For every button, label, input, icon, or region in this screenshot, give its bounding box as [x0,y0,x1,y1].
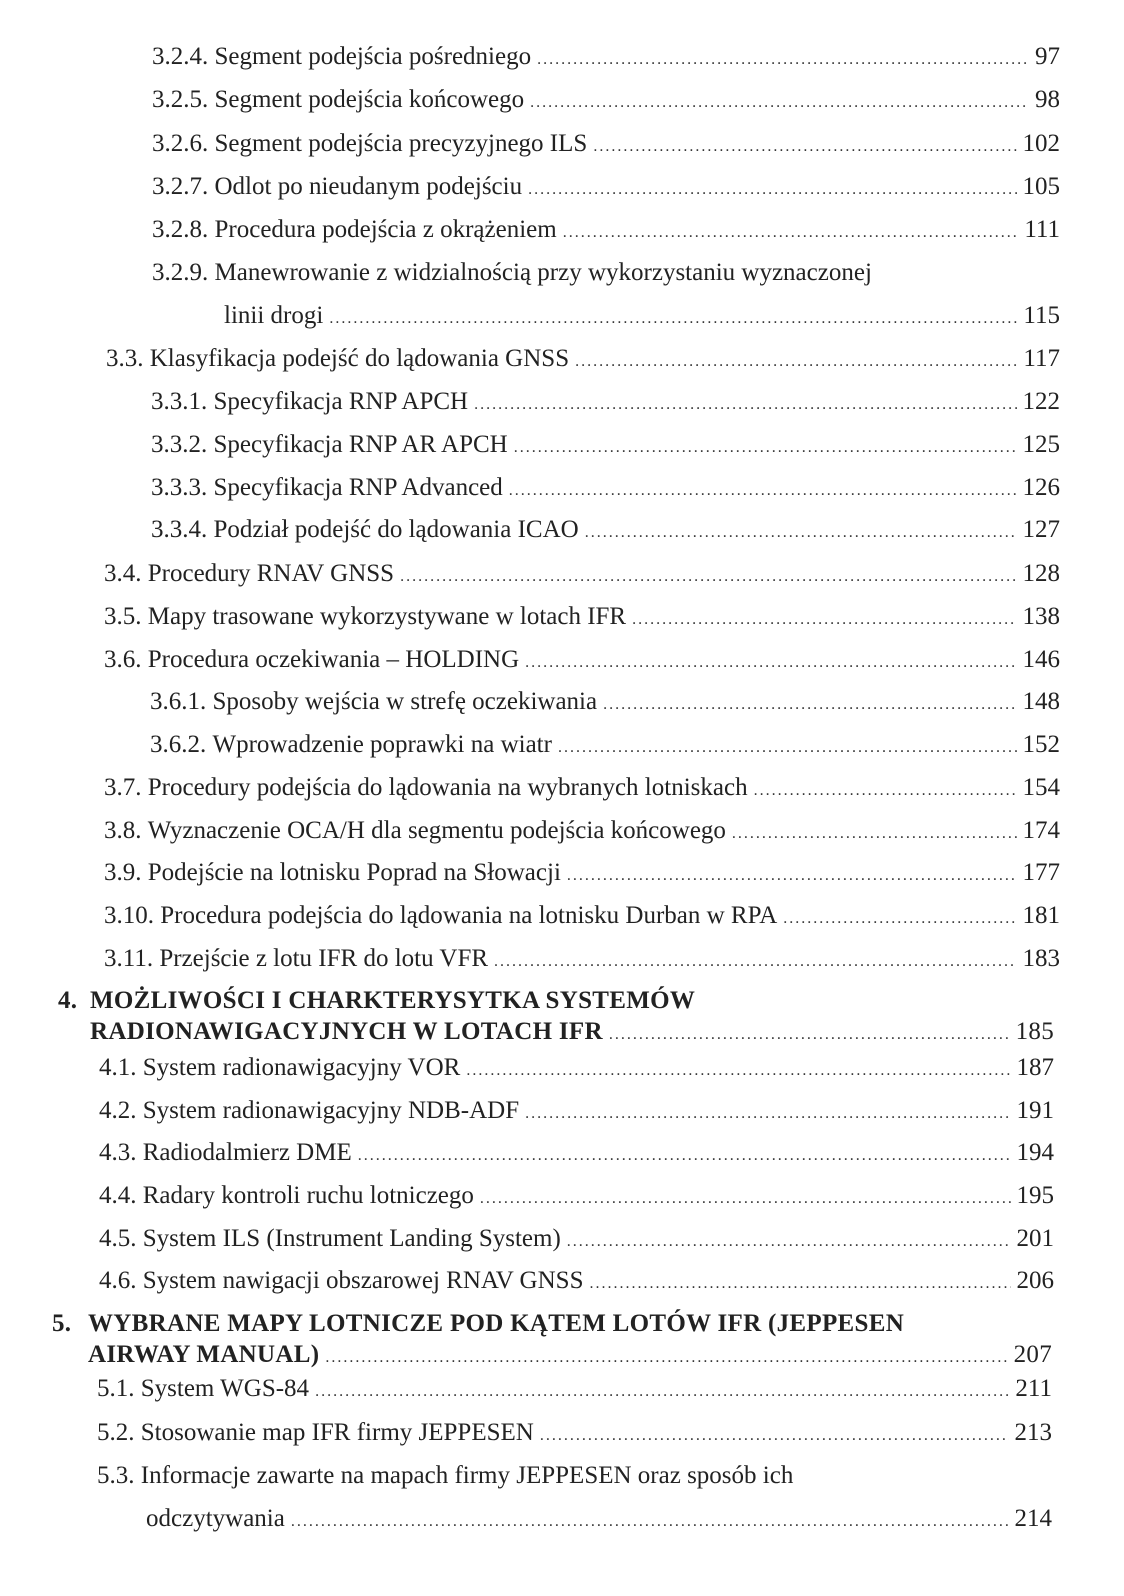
chapter-number: 4. [58,987,78,1014]
toc-entry [104,816,1060,849]
entry-page: 154 [1022,774,1060,801]
dot-leader [329,304,1017,334]
entry-number: 3.6.1. [150,688,207,715]
chapter-title-continuation: RADIONAWIGACYJNYCH W LOTACH IFR [90,1018,603,1045]
entry-number: 3.11. [104,945,154,972]
entry-page: 125 [1022,431,1060,458]
entry-page: 214 [1014,1505,1052,1532]
chapter-number: 5. [52,1310,72,1337]
entry-title: Procedura podejścia do lądowania na lotnisku Durban w RPA [160,902,778,929]
entry-number: 3.2.9. [152,259,209,286]
dot-leader [567,861,1017,891]
entry-title: Stosowanie map IFR firmy JEPPESEN [140,1419,534,1446]
entry-page: 98 [1035,86,1060,113]
entry-page: 213 [1014,1419,1052,1446]
entry-number: 4.6. [99,1267,137,1294]
entry-title: Sposoby wejścia w strefę oczekiwania [212,688,598,715]
toc-entry [99,1138,1054,1171]
entry-number: 3.3. [106,345,144,372]
entry-page: 152 [1022,731,1060,758]
entry-title-continuation: linii drogi [224,302,324,329]
entry-page: 177 [1022,859,1060,886]
chapter-page: 185 [1015,1018,1054,1045]
entry-title: System radionawigacyjny VOR [142,1054,461,1081]
dot-leader [754,776,1017,806]
toc-entry [150,687,1060,720]
entry-title: System radionawigacyjny NDB-ADF [142,1097,520,1124]
entry-page: 181 [1022,902,1060,929]
dot-leader [494,947,1016,977]
chapter-title: MOŻLIWOŚCI I CHARKTERYSYTKA SYSTEMÓW [90,987,696,1014]
toc-entry [152,42,1060,75]
dot-leader [732,819,1017,849]
entry-title: Przejście z lotu IFR do lotu VFR [159,945,489,972]
toc-entry [104,645,1060,678]
toc-entry [99,1266,1054,1299]
entry-page: 122 [1022,388,1060,415]
toc-entry [152,85,1060,118]
entry-page: 191 [1016,1097,1054,1124]
entry-title: Informacje zawarte na mapach firmy JEPPESEN oraz sposób ich [140,1462,794,1489]
entry-number: 3.9. [104,859,142,886]
entry-title: Podział podejść do lądowania ICAO [213,516,579,543]
entry-number: 5.2. [97,1419,135,1446]
entry-title: Procedury RNAV GNSS [147,560,395,587]
toc-entry [104,944,1060,977]
entry-title: Procedura oczekiwania – HOLDING [147,646,520,673]
dot-leader [603,690,1016,720]
entry-page: 117 [1023,345,1060,372]
entry-page: 195 [1016,1182,1054,1209]
entry-title: Wprowadzenie poprawki na wiatr [212,731,552,758]
entry-page: 115 [1023,302,1060,329]
toc-entry [152,172,1060,205]
entry-number: 5.1. [97,1375,135,1402]
entry-number: 3.7. [104,774,142,801]
toc-entry [151,387,1060,420]
entry-title: Podejście na lotnisku Poprad na Słowacji [147,859,561,886]
entry-title: Procedury podejścia do lądowania na wybranych lotniskach [147,774,748,801]
entry-number: 3.3.2. [151,431,208,458]
entry-number: 3.2.4. [152,43,209,70]
dot-leader [530,88,1029,118]
entry-number: 3.2.8. [152,216,209,243]
entry-page: 211 [1015,1375,1052,1402]
toc-chapter [58,986,1054,1050]
dot-leader [525,648,1016,678]
toc-entry [152,258,1060,334]
entry-number: 3.8. [104,817,142,844]
toc-entry [97,1461,1052,1537]
toc-entry [97,1418,1052,1451]
entry-number: 4.1. [99,1054,137,1081]
dot-leader [358,1141,1011,1171]
toc-entry [99,1096,1054,1129]
entry-title: Segment podejścia pośredniego [214,43,532,70]
dot-leader [575,347,1017,377]
dot-leader [558,733,1017,763]
entry-title: Procedura podejścia z okrążeniem [214,216,557,243]
dot-leader [291,1507,1009,1537]
dot-leader [632,605,1016,635]
dot-leader [563,218,1019,248]
dot-leader [589,1269,1010,1299]
dot-leader [480,1184,1011,1214]
entry-number: 4.2. [99,1097,137,1124]
entry-title: Klasyfikacja podejść do lądowania GNSS [149,345,570,372]
entry-number: 4.5. [99,1225,137,1252]
entry-title: Specyfikacja RNP AR APCH [213,431,508,458]
entry-number: 3.2.7. [152,173,209,200]
dot-leader [315,1377,1009,1407]
dot-leader [525,1099,1010,1129]
dot-leader [325,1343,1007,1373]
entry-number: 4.4. [99,1182,137,1209]
toc-entry [104,559,1060,592]
dot-leader [474,390,1016,420]
entry-page: 127 [1022,516,1060,543]
entry-title: Mapy trasowane wykorzystywane w lotach IFR [147,603,627,630]
chapter-title: WYBRANE MAPY LOTNICZE POD KĄTEM LOTÓW IFR (JEPPESEN [88,1310,905,1337]
entry-number: 3.4. [104,560,142,587]
entry-number: 3.6.2. [150,731,207,758]
toc-entry [104,773,1060,806]
dot-leader [567,1227,1011,1257]
entry-page: 111 [1024,216,1060,243]
entry-number: 3.2.5. [152,86,209,113]
toc-entry [104,858,1060,891]
toc-chapter [52,1309,1052,1373]
toc-entry [151,473,1060,506]
entry-page: 146 [1022,646,1060,673]
entry-title: System WGS-84 [140,1375,310,1402]
entry-number: 3.5. [104,603,142,630]
entry-title: System nawigacji obszarowej RNAV GNSS [142,1267,584,1294]
dot-leader [783,904,1016,934]
entry-title: Radiodalmierz DME [142,1139,352,1166]
entry-title: Segment podejścia precyzyjnego ILS [214,130,588,157]
entry-title: Manewrowanie z widzialnością przy wykorzystaniu wyznaczonej [214,259,872,286]
entry-number: 3.10. [104,902,154,929]
entry-title: System ILS (Instrument Landing System) [142,1225,561,1252]
entry-number: 3.6. [104,646,142,673]
entry-number: 3.3.3. [151,474,208,501]
entry-page: 183 [1022,945,1060,972]
entry-page: 138 [1022,603,1060,630]
entry-title: Odlot po nieudanym podejściu [214,173,523,200]
dot-leader [509,476,1017,506]
dot-leader [593,132,1016,162]
entry-title: Specyfikacja RNP Advanced [213,474,503,501]
toc-entry [152,129,1060,162]
toc-entry [99,1224,1054,1257]
entry-page: 97 [1035,43,1060,70]
entry-page: 128 [1022,560,1060,587]
entry-number: 3.2.6. [152,130,209,157]
toc-entry [152,215,1060,248]
toc-entry [104,602,1060,635]
dot-leader [528,175,1016,205]
entry-number: 3.3.1. [151,388,208,415]
dot-leader [466,1056,1010,1086]
dot-leader [585,518,1017,548]
toc-entry [97,1374,1052,1407]
toc-entry [99,1053,1054,1086]
entry-title-continuation: odczytywania [146,1505,285,1532]
entry-page: 126 [1022,474,1060,501]
entry-page: 206 [1016,1267,1054,1294]
entry-number: 3.3.4. [151,516,208,543]
dot-leader [537,45,1029,75]
toc-entry [99,1181,1054,1214]
entry-page: 194 [1016,1139,1054,1166]
chapter-page: 207 [1013,1341,1052,1368]
entry-title: Radary kontroli ruchu lotniczego [142,1182,474,1209]
dot-leader [514,433,1017,463]
toc-entry [151,515,1060,548]
dot-leader [540,1421,1009,1451]
toc-entry [104,901,1060,934]
chapter-title-continuation: AIRWAY MANUAL) [88,1341,320,1368]
entry-page: 148 [1022,688,1060,715]
entry-title: Specyfikacja RNP APCH [213,388,469,415]
entry-number: 5.3. [97,1462,135,1489]
dot-leader [609,1020,1010,1050]
entry-page: 102 [1022,130,1060,157]
entry-page: 187 [1016,1054,1054,1081]
toc-entry [106,344,1060,377]
entry-title: Wyznaczenie OCA/H dla segmentu podejścia końcowego [147,817,726,844]
entry-page: 201 [1016,1225,1054,1252]
entry-title: Segment podejścia końcowego [214,86,525,113]
entry-number: 4.3. [99,1139,137,1166]
entry-page: 174 [1022,817,1060,844]
toc-entry [150,730,1060,763]
toc-entry [151,430,1060,463]
entry-page: 105 [1022,173,1060,200]
dot-leader [400,562,1016,592]
